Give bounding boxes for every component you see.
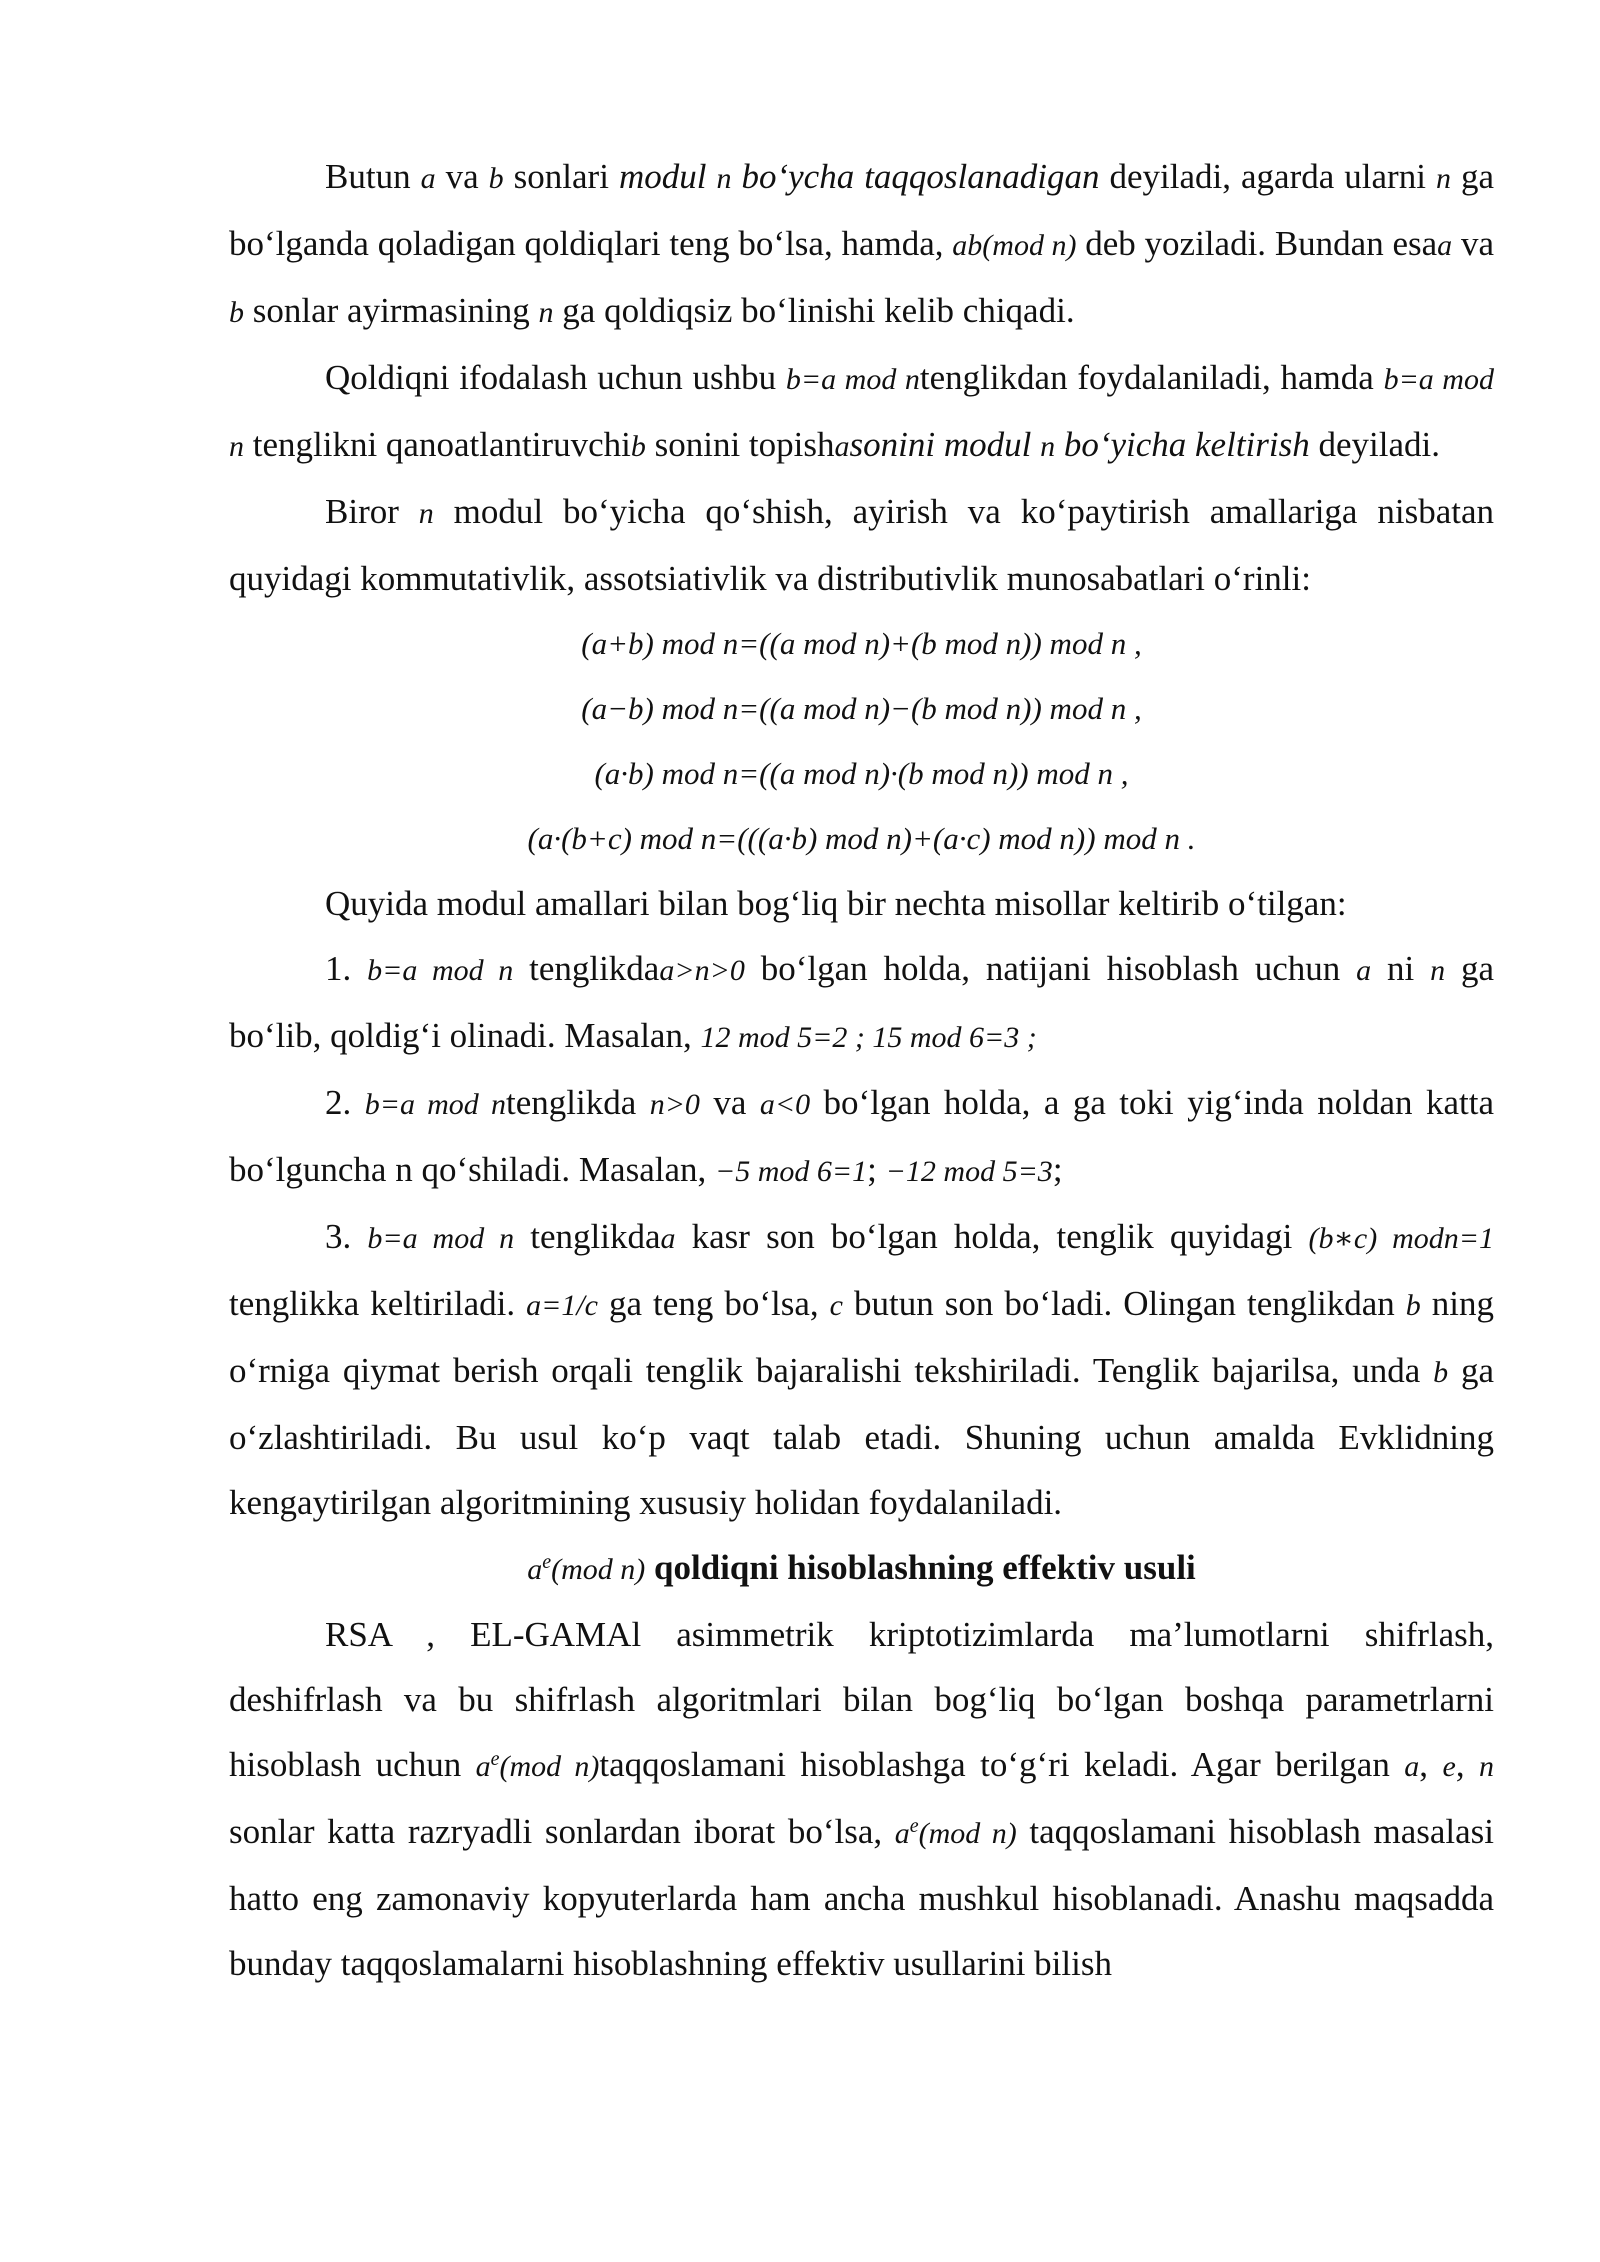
text: va xyxy=(435,157,489,196)
text: Biror xyxy=(325,492,419,531)
text: deyiladi. xyxy=(1309,425,1440,464)
text: tenglikda xyxy=(514,1217,661,1256)
text: deb yoziladi. Bundan esa xyxy=(1076,224,1438,263)
paragraph-modular-properties xyxy=(229,479,1494,611)
math-inline: b=a mod n xyxy=(229,363,1494,463)
paragraph-examples-intro xyxy=(229,871,1494,936)
list-number: 1. xyxy=(325,949,368,988)
math-inline: b xyxy=(488,162,504,195)
math-mod: (mod n) xyxy=(918,1817,1017,1850)
list-item-1 xyxy=(229,936,1494,1070)
text: ; xyxy=(1052,1150,1063,1189)
paragraph-residue-definition xyxy=(229,345,1494,479)
text: ni xyxy=(1371,949,1431,988)
text: Quyida modul amallari bilan bog‘liq bir nechta misollar keltirib o‘tilgan: xyxy=(325,884,1347,923)
math-inline: a=1/c xyxy=(526,1289,598,1322)
math-inline: n>0 xyxy=(649,1088,700,1121)
text: va xyxy=(1452,224,1494,263)
math-mod: (mod n) xyxy=(551,1553,646,1586)
text: deyiladi, agarda ularni xyxy=(1099,157,1436,196)
math-exponent: e xyxy=(542,1551,552,1573)
math-inline: c xyxy=(829,1289,843,1322)
text: butun son bo‘ladi. Olingan tenglikdan xyxy=(842,1284,1406,1323)
math-inline: (b∗c) modn=1 xyxy=(1308,1222,1495,1255)
text: , xyxy=(1455,1745,1480,1784)
math-inline: a<0 xyxy=(759,1088,811,1121)
math-inline: b xyxy=(1433,1356,1449,1389)
math-inline: e xyxy=(1442,1750,1456,1783)
math-base: a xyxy=(475,1750,491,1783)
math-inline xyxy=(476,1750,600,1783)
math-inline: b xyxy=(1405,1289,1421,1322)
math-inline: −12 mod 5=3 xyxy=(885,1155,1053,1188)
list-item-3 xyxy=(229,1204,1494,1535)
text: modul bo‘yicha qo‘shish, ayirish va ko‘paytirish amallariga nisbatan quyidagi kommutativlik, assotsiativlik va distributivlik munosabatlari o‘rinli: xyxy=(229,492,1494,598)
text: taqqoslamani hisoblash masalasi hatto eng zamonaviy kopyuterlarda ham ancha mushkul hisoblanadi. Anashu maqsadda bunday taqqoslamalarni hisoblashning effektiv usullarini bilish xyxy=(229,1812,1494,1983)
document-body xyxy=(229,144,1494,1996)
text: taqqoslamani hisoblashga to‘g‘ri keladi. Agar berilgan xyxy=(599,1745,1405,1784)
text: bo‘lgan holda, a ga toki yig‘inda noldan katta bo‘lguncha n qo‘shiladi. Masalan, xyxy=(229,1083,1494,1189)
math-inline: n xyxy=(1435,162,1451,195)
math-exponent: e xyxy=(490,1748,500,1770)
math-inline: a xyxy=(1437,229,1453,262)
math-inline: n xyxy=(418,497,434,530)
math-base: a xyxy=(894,1817,910,1850)
section-heading xyxy=(229,1535,1494,1602)
text: tenglikda xyxy=(506,1083,650,1122)
text: ga bo‘lib, qoldig‘i olinadi. Masalan, xyxy=(229,949,1494,1055)
equation-distributive: (a·(b+c) mod n=(((a·b) mod n)+(a·c) mod n)) mod n . xyxy=(527,821,1196,856)
text: ga qoldiqsiz bo‘linishi kelib chiqadi. xyxy=(553,291,1075,330)
equation-addition: (a+b) mod n=((a mod n)+(b mod n)) mod n , xyxy=(581,626,1142,661)
math-inline: b=a mod n xyxy=(364,1088,506,1121)
text: sonlari xyxy=(503,157,619,196)
heading-text: qoldiqni hisoblashning effektiv usuli xyxy=(645,1548,1196,1587)
list-item-2 xyxy=(229,1070,1494,1204)
text: ; xyxy=(867,1150,886,1189)
math-inline: a>n>0 xyxy=(659,954,745,987)
text: sonlar katta razryadli sonlardan iborat bo‘lsa, xyxy=(229,1812,895,1851)
text: Qoldiqni ifodalash uchun ushbu xyxy=(325,358,786,397)
text: RSA , EL-GAMAl asimmetrik kriptotizimlarda ma’lumotlarni shifrlash, deshifrlash va bu shifrlash algoritmlari bilan bog‘liq bo‘lgan boshqa parametrlarni hisoblash uchun xyxy=(229,1615,1494,1784)
text: ga teng bo‘lsa, xyxy=(598,1284,830,1323)
italic-term: bo‘ycha taqqoslanadigan xyxy=(731,157,1100,196)
text: ning o‘rniga qiymat berish orqali tenglik bajaralishi tekshiriladi. Tenglik bajarilsa, unda xyxy=(229,1284,1495,1390)
paragraph-rsa-elgamal xyxy=(229,1602,1494,1996)
equation-block xyxy=(229,611,1494,871)
math-inline: a xyxy=(834,430,850,463)
math-inline: ab(mod n) xyxy=(952,229,1077,262)
text: va xyxy=(699,1083,760,1122)
math-inline: 12 mod 5=2 ; 15 mod 6=3 ; xyxy=(700,1021,1037,1054)
math-inline: n xyxy=(1479,1750,1495,1783)
text: sonlar ayirmasining xyxy=(244,291,539,330)
text: kasr son bo‘lgan holda, tenglik quyidagi xyxy=(675,1217,1309,1256)
math-inline: n xyxy=(1040,430,1056,463)
text: ga o‘zlashtiriladi. Bu usul ko‘p vaqt talab etadi. Shuning uchun amalda Evklidning kengaytirilgan algoritmining xususiy holidan foydalaniladi. xyxy=(229,1351,1494,1522)
math-inline xyxy=(895,1817,1017,1850)
heading-math xyxy=(527,1553,645,1586)
math-inline: b xyxy=(630,430,646,463)
math-inline: b=a mod n xyxy=(785,363,920,396)
list-number: 3. xyxy=(325,1217,368,1256)
text: sonini topish xyxy=(645,425,835,464)
text: , xyxy=(1419,1745,1443,1784)
math-inline: b=a mod n xyxy=(367,1222,515,1255)
math-exponent: e xyxy=(909,1815,919,1837)
math-inline: a xyxy=(420,162,436,195)
list-number: 2. xyxy=(325,1083,365,1122)
math-inline: −5 mod 6=1 xyxy=(715,1155,868,1188)
text: tenglikda xyxy=(513,949,660,988)
math-inline: a xyxy=(1404,1750,1420,1783)
equation-multiplication: (a·b) mod n=((a mod n)·(b mod n)) mod n , xyxy=(594,756,1129,791)
text: bo‘lgan holda, natijani hisoblash uchun xyxy=(744,949,1357,988)
math-inline: n xyxy=(538,296,554,329)
equation-subtraction: (a−b) mod n=((a mod n)−(b mod n)) mod n , xyxy=(581,691,1142,726)
text: tenglikni qanoatlantiruvchi xyxy=(244,425,631,464)
math-inline: n xyxy=(716,162,732,195)
math-inline: a xyxy=(660,1222,676,1255)
math-mod: (mod n) xyxy=(499,1750,600,1783)
math-base: a xyxy=(527,1553,543,1586)
math-inline: b=a mod n xyxy=(367,954,514,987)
text: Butun xyxy=(325,157,421,196)
paragraph-congruence-definition xyxy=(229,144,1494,345)
italic-term: sonini modul xyxy=(849,425,1041,464)
math-inline: a xyxy=(1356,954,1372,987)
italic-term: modul xyxy=(618,157,717,196)
math-inline: n xyxy=(1430,954,1446,987)
math-inline: b xyxy=(229,296,244,329)
text: tenglikka keltiriladi. xyxy=(229,1284,527,1323)
italic-term: bo‘yicha keltirish xyxy=(1055,425,1310,464)
text: tenglikdan foydalaniladi, hamda xyxy=(919,358,1384,397)
text: ga bo‘lganda qoladigan qoldiqlari teng bo‘lsa, hamda, xyxy=(229,157,1494,263)
